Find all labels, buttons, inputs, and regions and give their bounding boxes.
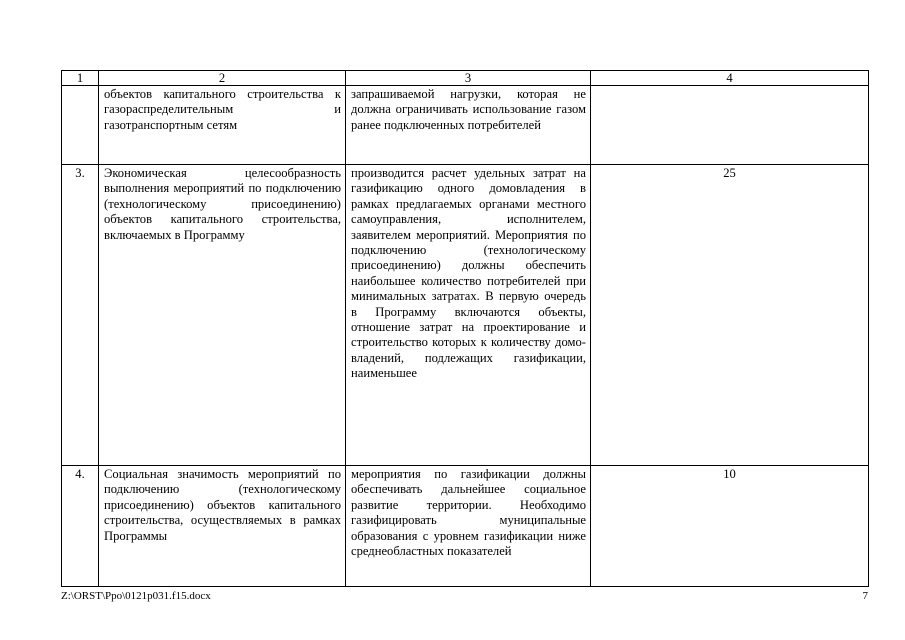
description-text: запрашиваемой нагрузки, которая не должна ограничивать использование газом ранее подключенных потребителей — [346, 86, 591, 165]
table-row — [62, 165, 869, 466]
criteria-table — [61, 70, 869, 587]
score-value — [591, 86, 869, 165]
row-number: 4. — [62, 466, 99, 587]
footer-file-path: Z:\ORST\Ppo\0121p031.f15.docx — [61, 590, 211, 602]
header-col-4: 4 — [591, 71, 869, 86]
criterion-text: Социальная значимость мероприятий по подключению (технологическому присоединению) объектов капитального строительства, осуществляемых в рамках Программы — [99, 466, 346, 587]
table-row — [62, 86, 869, 165]
row-number — [62, 86, 99, 165]
table-row — [62, 466, 869, 587]
header-col-2: 2 — [99, 71, 346, 86]
criterion-text: Экономическая целесообразность выполнения мероприятий по подключению (технологическому присоединению) объектов капитального строительства, включаемых в Программу — [99, 165, 346, 466]
description-text: производится расчет удельных затрат на газификацию одного домовладения в рамках предлагаемых органами местного самоуправления, исполнителем, заявителем мероприятий. Мероприятия по подключению (технологическому присоединению) должны обеспечить наибольшее количество потребителей при минимальных затратах. В первую очередь в Программу включаются объекты, отношение затрат на проектирование и строительство которых к количеству домовладений, подлежащих газификации, наименьшее — [346, 165, 591, 466]
page-number: 7 — [862, 590, 868, 602]
header-col-3: 3 — [346, 71, 591, 86]
score-value: 10 — [591, 466, 869, 587]
criterion-text: объектов капитального строительства к газораспределительным и газотранспортным сетям — [99, 86, 346, 165]
description-text: мероприятия по газификации должны обеспечивать дальнейшее социальное развитие территории. Необходимо газифицировать муниципальные образования с уровнем газификации ниже среднеобластных показателей — [346, 466, 591, 587]
score-value: 25 — [591, 165, 869, 466]
header-col-1: 1 — [62, 71, 99, 86]
header-row — [62, 71, 869, 86]
row-number: 3. — [62, 165, 99, 466]
